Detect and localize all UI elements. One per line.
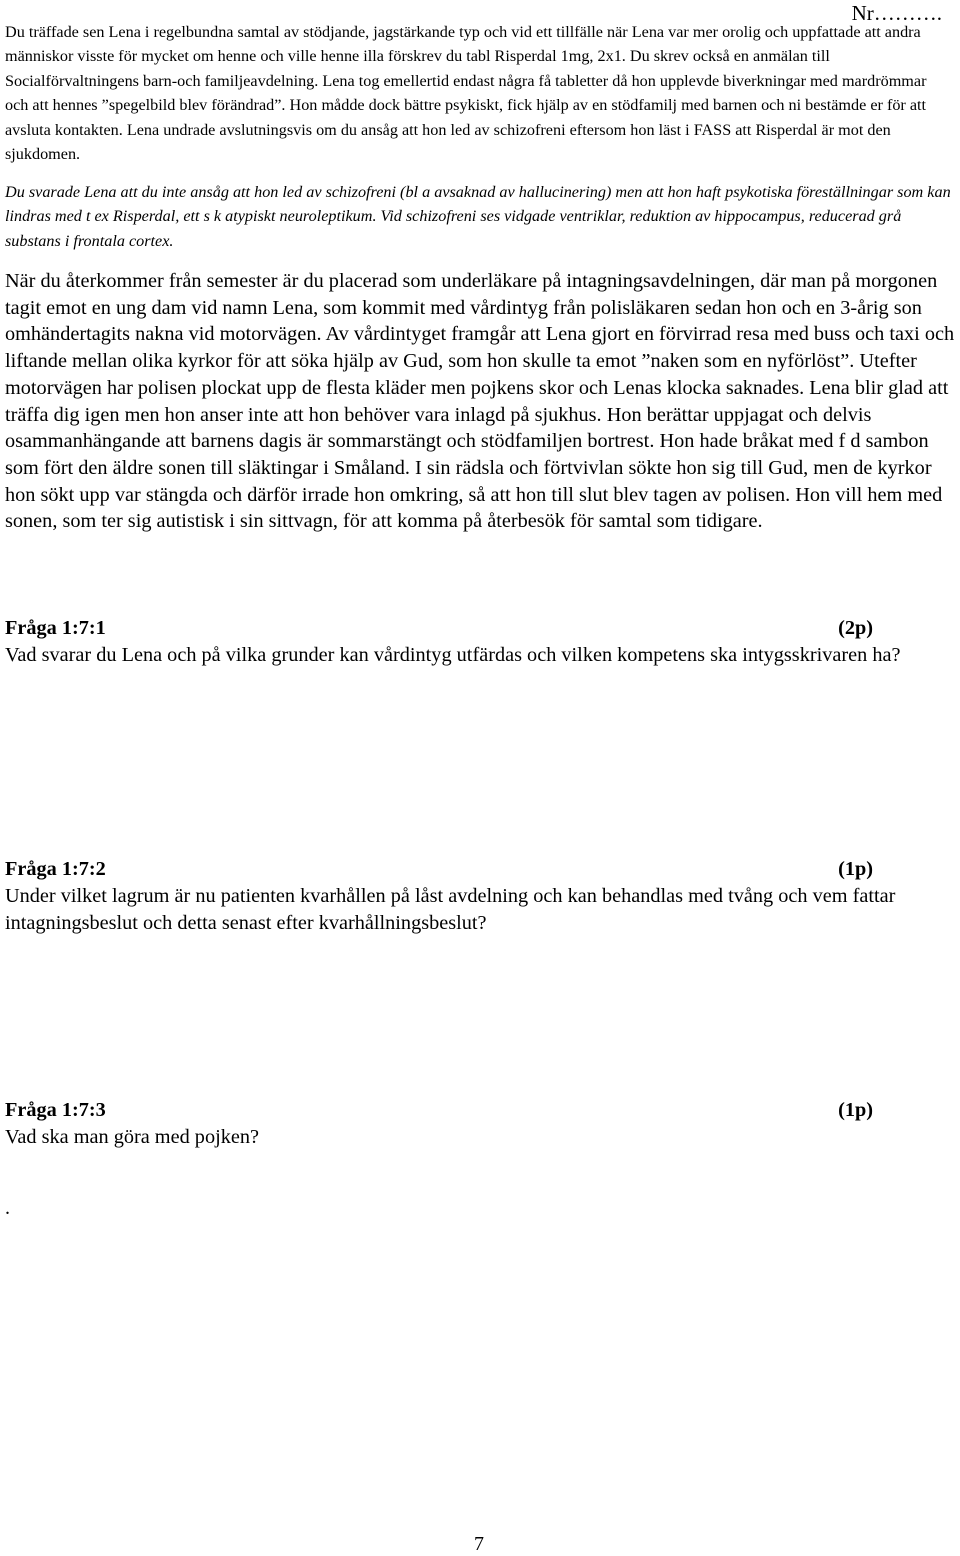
question-1-text: Vad svarar du Lena och på vilka grunder kan vårdintyg utfärdas och vilken kompetens ska intygsskrivaren ha?	[5, 644, 901, 666]
question-3-points: (1p)	[838, 1099, 873, 1121]
answer-paragraph: Du svarade Lena att du inte ansåg att hon led av schizofreni (bl a avsaknad av hallucinering) men att hon haft psykotiska föreställningar som kan lindras med t ex Risperdal, ett s k atypiskt neuroleptikum. Vid schizofreni ses vidgade ventriklar, reduktion av hippocampus, reducerad grå substans i frontala cortex.	[5, 183, 951, 250]
question-2	[5, 856, 955, 936]
nr-label: Nr……….	[851, 1, 942, 25]
question-3	[5, 1097, 955, 1151]
question-2-text: Under vilket lagrum är nu patienten kvarhållen på låst avdelning och kan behandlas med tvång och vem fattar intagningsbeslut och detta senast efter kvarhållningsbeslut?	[5, 885, 896, 934]
intro-paragraph: Du träffade sen Lena i regelbundna samtal av stödjande, jagstärkande typ och vid ett tillfälle när Lena var mer orolig och uppfattade att andra människor visste för mycket om henne och ville henne illa förskrev du tabl Risperdal 1mg, 2x1. Du skrev också en anmälan till Socialförvaltningens barn-och familjeavdelning. Lena tog emellertid endast några få tabletter då hon upplevde biverkningar med mardrömmar och att hennes ”spegelbild blev förändrad”. Hon mådde dock bättre psykiskt, fick hjälp av en stödfamilj med barnen och ni bestämde er för att avsluta kontakten. Lena undrade avslutningsvis om du ansåg att hon led av schizofreni eftersom hon läst i FASS att Risperdal är mot den sjukdomen.	[5, 23, 927, 164]
case-paragraph: När du återkommer från semester är du placerad som underläkare på intagningsavdelningen, där man på morgonen tagit emot en ung dam vid namn Lena, som kommit med vårdintyg från polisläkaren sedan hon och en 3-årig son omhändertagits nakna vid motorvägen. Av vårdintyget framgår att Lena gjort en förvirrad resa med buss och taxi och liftande mellan olika kyrkor för att söka hjälp av Gud, som hon skulle ta emot ”naken som en nyförlöst”. Utefter motorvägen har polisen plockat upp de flesta kläder men pojkens skor och Lenas klocka saknades. Lena blir glad att träffa dig igen men hon anser inte att hon behöver vara inlagd på sjukhus. Hon berättar uppjagat och delvis osammanhängande att barnens dagis är sommarstängt och stödfamiljen bortrest. Hon hade bråkat med f d sambon som fört den äldre sonen till släktingar i Småland. I sin rädsla och förtvivlan sökte hon sig till Gud, men de kyrkor hon sökt upp var stängda och därför irrade hon omkring, så att hon till slut blev tagen av polisen. Hon vill hem med sonen, som ter sig autistisk i sin sittvagn, för att komma på återbesök för samtal som tidigare.	[5, 270, 955, 533]
question-2-points: (1p)	[838, 858, 873, 880]
question-1-points: (2p)	[838, 617, 873, 639]
question-1-header	[5, 615, 873, 642]
page-number: 7	[474, 1533, 484, 1555]
trailing-mark: .	[5, 1197, 10, 1219]
question-3-header	[5, 1097, 873, 1124]
question-2-title: Fråga 1:7:2	[5, 858, 106, 880]
question-3-title: Fråga 1:7:3	[5, 1099, 106, 1121]
question-1	[5, 615, 955, 669]
question-3-text: Vad ska man göra med pojken?	[5, 1126, 259, 1148]
question-1-title: Fråga 1:7:1	[5, 617, 106, 639]
question-2-header	[5, 856, 873, 883]
